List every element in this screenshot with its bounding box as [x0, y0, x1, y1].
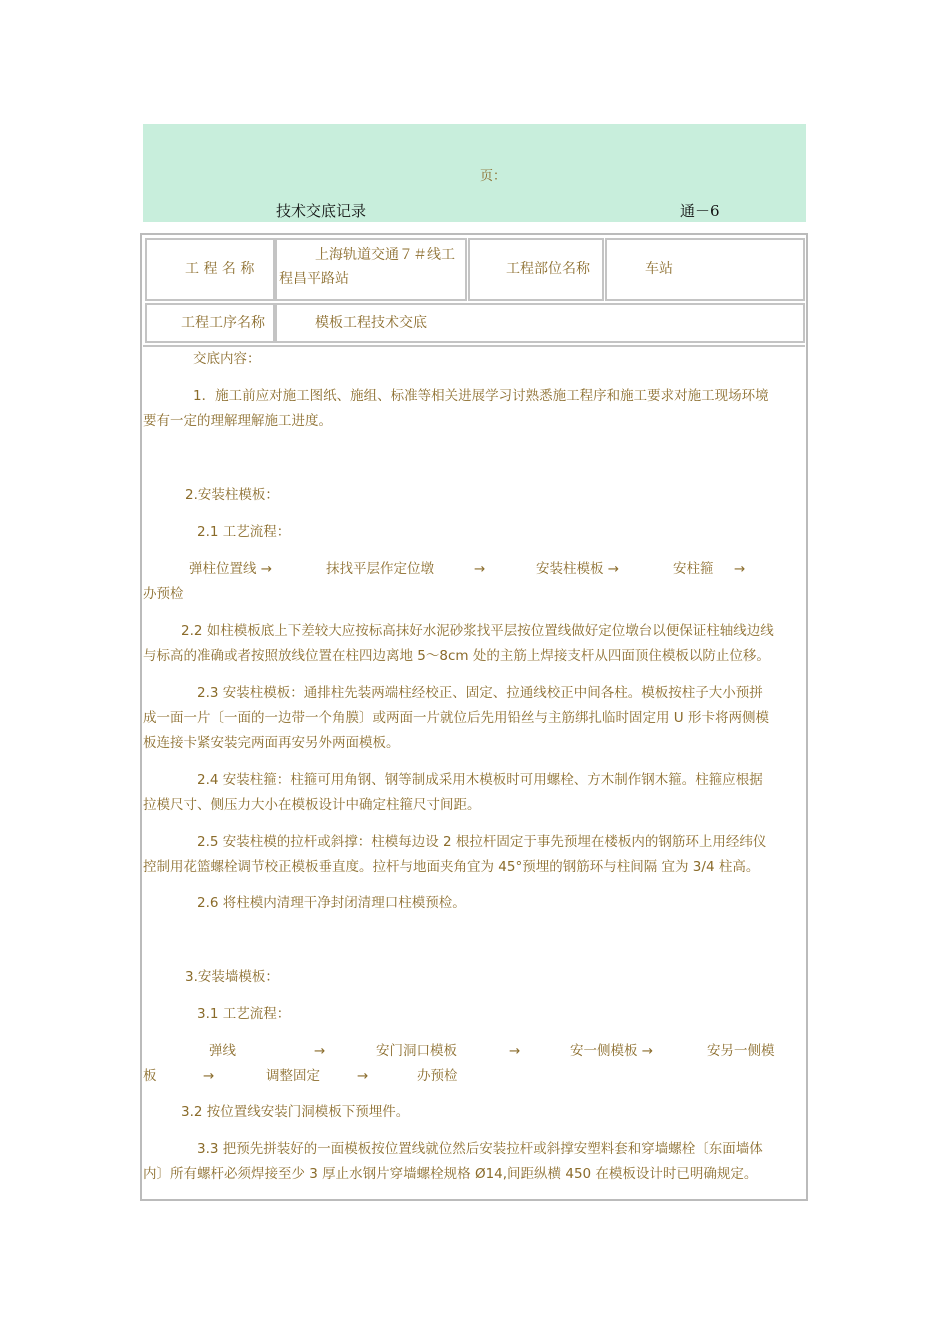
flow-1-arrow-2: → [734, 561, 746, 577]
project-name-label: 工 程 名 称 [185, 261, 255, 277]
project-name-value-cell [275, 238, 467, 301]
paragraph-2-3 [143, 681, 807, 756]
paragraph-2-5-line2: 控制用花篮螺栓调节校正模板垂直度。拉杆与地面夹角宜为 45°预埋的钢筋环与柱间隔 宜为 3/4 柱高。 [143, 859, 760, 875]
project-name-value-line1: 上海轨道交通７＃线工 [315, 247, 455, 263]
flow-1 [143, 557, 807, 607]
paragraph-3-3-line1: 3.3 把预先拼装好的一面模板按位置线就位然后安装拉杆或斜撑安塑料套和穿墙螺栓〔东面墙体 [197, 1141, 763, 1157]
process-value: 模板工程技术交底 [315, 315, 427, 331]
part-label-cell [468, 238, 604, 301]
flow-2-step-2: 安门洞口模板 [376, 1043, 457, 1059]
content-heading: 交底内容： [193, 351, 261, 367]
project-name-label-cell [145, 238, 275, 301]
flow-2 [143, 1039, 807, 1089]
paragraph-2-3-line3: 板连接卡紧安装完两面再安另外两面模板。 [143, 735, 400, 751]
paragraph-1 [143, 384, 807, 434]
paragraph-2-5-line1: 2.5 安装柱模的拉杆或斜撑：柱模每边设 2 根拉杆固定于事先预埋在楼板内的钢筋环上用经纬仪 [197, 834, 767, 850]
section-3-heading: 3.安装墙模板： [185, 969, 279, 985]
paragraph-2-4-line1: 2.4 安装柱箍：柱箍可用角钢、钢等制成采用木模板时可用螺栓、方木制作钢木箍。柱箍应根据 [197, 772, 763, 788]
flow-1-step-4: 安柱箍 [673, 561, 714, 577]
paragraph-2-2 [143, 619, 807, 669]
process-label: 工程工序名称 [181, 315, 265, 331]
part-value: 车站 [645, 261, 673, 277]
process-label-cell [145, 303, 275, 343]
flow-2-arrow-2: → [509, 1043, 521, 1059]
paragraph-3-2: 3.2 按位置线安装门洞模板下预埋件。 [181, 1104, 410, 1120]
flow-1-step-1: 弹柱位置线 → [189, 561, 273, 577]
paragraph-1-line1: 1．施工前应对施工图纸、施组、标准等相关进展学习讨熟悉施工程序和施工要求对施工现场环境 [193, 388, 769, 404]
flow-2-arrow-3: → [203, 1068, 215, 1084]
flow-2-step-5: 调整固定 [266, 1068, 320, 1084]
flow-2-arrow-4: → [357, 1068, 369, 1084]
paragraph-2-6: 2.6 将柱模内清理干净封闭清理口柱模预检。 [197, 895, 466, 911]
paragraph-2-2-line2: 与标高的准确或者按照放线位置在柱四边离地 5～8cm 处的主筋上焊接支杆从四面顶住模板以防止位移。 [143, 648, 770, 664]
paragraph-2-2-line1: 2.2 如柱模板底上下差较大应按标高抹好水泥砂浆找平层按位置线做好定位墩台以便保证柱轴线边线 [181, 623, 774, 639]
flow-2-step-4: 安另一侧模 [707, 1043, 775, 1059]
section-2-heading: 2.安装柱模板： [185, 487, 279, 503]
paragraph-1-line2: 要有一定的理解理解施工进度。 [143, 413, 332, 429]
part-value-cell [605, 238, 805, 301]
flow-2-step-4-cont: 板 [143, 1068, 157, 1084]
paragraph-3-3-line2: 内〕所有螺杆必须焊接至少 3 厚止水钢片穿墙螺栓规格 Ø14,间距纵横 450 在模板设计时已明确规定。 [143, 1166, 758, 1182]
document-title: 技术交底记录 [276, 202, 367, 220]
paragraph-2-4 [143, 768, 807, 818]
flow-1-step-5: 办预检 [143, 586, 184, 602]
part-label: 工程部位名称 [506, 261, 590, 277]
paragraph-2-4-line2: 拉模尺寸、侧压力大小在模板设计中确定柱箍尺寸间距。 [143, 797, 481, 813]
paragraph-2-5 [143, 830, 807, 880]
flow-2-arrow-1: → [314, 1043, 326, 1059]
flow-1-step-3: 安装柱模板 → [536, 561, 620, 577]
process-value-cell [275, 303, 805, 343]
paragraph-2-3-line2: 成一面一片〔一面的一边带一个角膜〕或两面一片就位后先用铅丝与主筋绑扎临时固定用 U 形卡将两侧模 [143, 710, 769, 726]
paragraph-2-3-line1: 2.3 安装柱模板：通排柱先装两端柱经校正、固定、拉通线校正中间各柱。模板按柱子大小预拼 [197, 685, 763, 701]
flow-1-step-2: 抹找平层作定位墩 [326, 561, 434, 577]
flow-1-arrow-1: → [474, 561, 486, 577]
section-2-1-heading: 2.1 工艺流程： [197, 524, 291, 540]
section-3-1-heading: 3.1 工艺流程： [197, 1006, 291, 1022]
paragraph-3-3 [143, 1137, 807, 1187]
flow-2-step-6: 办预检 [417, 1068, 458, 1084]
project-name-value-line2: 程昌平路站 [279, 271, 349, 287]
page-label: 页： [480, 169, 507, 184]
flow-2-step-1: 弹线 [209, 1043, 236, 1059]
flow-2-step-3: 安一侧模板 → [570, 1043, 654, 1059]
document-code: 通－6 [680, 202, 720, 220]
